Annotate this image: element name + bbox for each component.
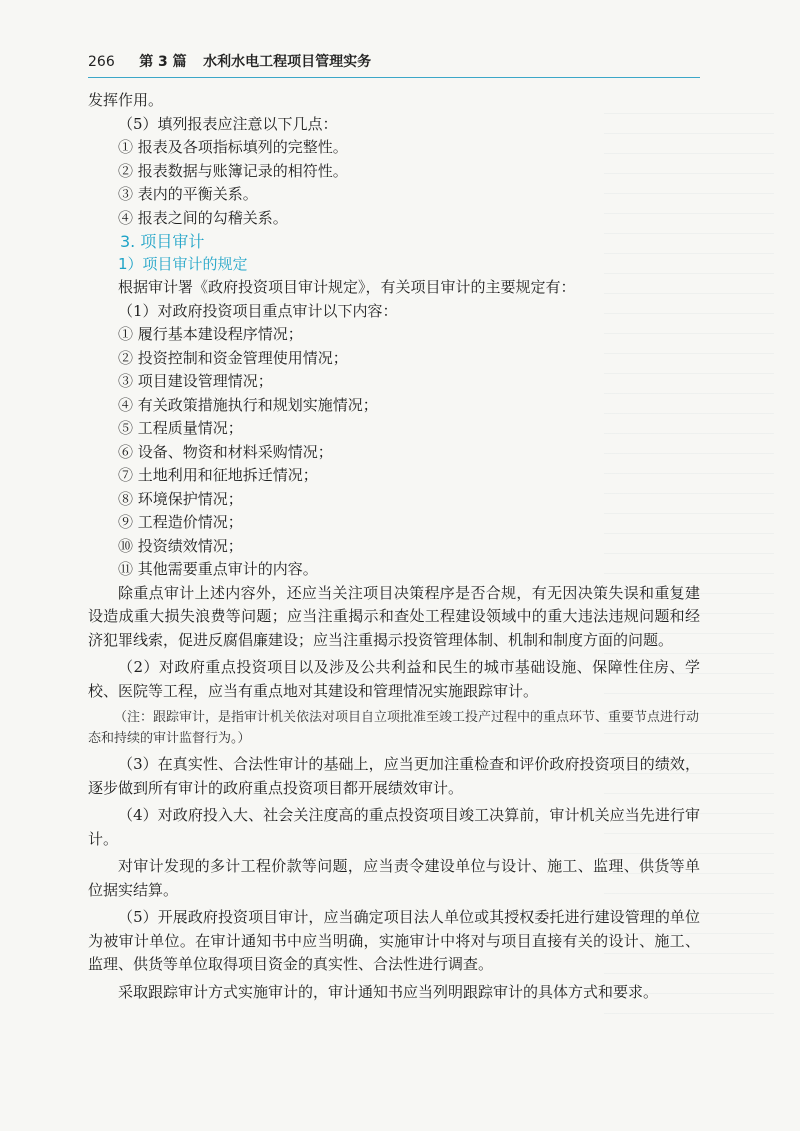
header-divider [88, 77, 700, 78]
paragraph: （2）对政府重点投资项目以及涉及公共利益和民生的城市基础设施、保障性住房、学校、医院等工程，应当有重点地对其建设和管理情况实施跟踪审计。 [88, 658, 700, 700]
paragraph: （4）对政府投入大、社会关注度高的重点投资项目竣工决算前，审计机关应当先进行审计。 [88, 806, 700, 848]
list-item: ① 履行基本建设程序情况； [118, 325, 303, 343]
document-body [88, 89, 700, 1004]
list-item: ⑥ 设备、物资和材料采购情况； [118, 442, 333, 461]
list-item: ⑧ 环境保护情况； [118, 489, 243, 508]
paragraph: 采取跟踪审计方式实施审计的，审计通知书应当列明跟踪审计的具体方式和要求。 [118, 982, 659, 1001]
list-item: （1）对政府投资项目重点审计以下内容： [118, 301, 398, 320]
list-item: （5）填列报表应注意以下几点： [118, 114, 338, 133]
list-item: ⑨ 工程造价情况； [118, 513, 243, 531]
page-number: 266 [88, 54, 115, 70]
note-paragraph: （注：跟踪审计，是指审计机关依法对项目自立项批准至竣工投产过程中的重点环节、重要节点进行动态和持续的审计监督行为。） [88, 710, 700, 746]
list-item: ⑤ 工程质量情况； [118, 419, 243, 437]
list-item: ⑩ 投资绩效情况； [118, 536, 243, 555]
paragraph: （5）开展政府投资项目审计，应当确定项目法人单位或其授权委托进行建设管理的单位为被审计单位。在审计通知书中应当明确，实施审计中将对与项目直接有关的设计、施工、监理、供货等单位取得项目资金的真实性、合法性进行调查。 [88, 908, 700, 973]
list-item: ④ 有关政策措施执行和规划实施情况； [118, 395, 378, 414]
paragraph-line: 发挥作用。 [88, 91, 164, 109]
list-item: ② 报表数据与账簿记录的相符性。 [118, 161, 348, 180]
paragraph: 除重点审计上述内容外，还应当关注项目决策程序是否合规，有无因决策失误和重复建设造成重大损失浪费等问题；应当注重揭示和查处工程建设领域中的重大违法违规问题和经济犯罪线索，促进反腐倡廉建设；应当注重揭示投资管理体制、机制和制度方面的问题。 [88, 583, 700, 649]
list-item: ① 报表及各项指标填列的完整性。 [118, 138, 348, 156]
header-title: 水利水电工程项目管理实务 [203, 54, 372, 70]
list-item: ② 投资控制和资金管理使用情况； [118, 348, 348, 367]
list-item: ③ 项目建设管理情况； [118, 372, 273, 390]
page-header [88, 52, 700, 76]
list-item: ③ 表内的平衡关系。 [118, 185, 258, 203]
paragraph: 对审计发现的多计工程价款等问题，应当责令建设单位与设计、施工、监理、供货等单位据实结算。 [88, 857, 700, 899]
part-label: 第 3 篇 [139, 54, 187, 70]
list-item: ⑪ 其他需要重点审计的内容。 [118, 560, 318, 578]
section-heading: 3. 项目审计 [120, 232, 205, 251]
list-item: ④ 报表之间的勾稽关系。 [118, 208, 288, 227]
paragraph: （3）在真实性、合法性审计的基础上，应当更加注重检查和评价政府投资项目的绩效，逐步做到所有审计的政府重点投资项目都开展绩效审计。 [88, 755, 700, 797]
paragraph: 根据审计署《政府投资项目审计规定》，有关项目审计的主要规定有： [118, 278, 576, 296]
list-item: ⑦ 土地利用和征地拆迁情况； [118, 466, 318, 484]
subsection-heading: 1）项目审计的规定 [118, 255, 248, 273]
